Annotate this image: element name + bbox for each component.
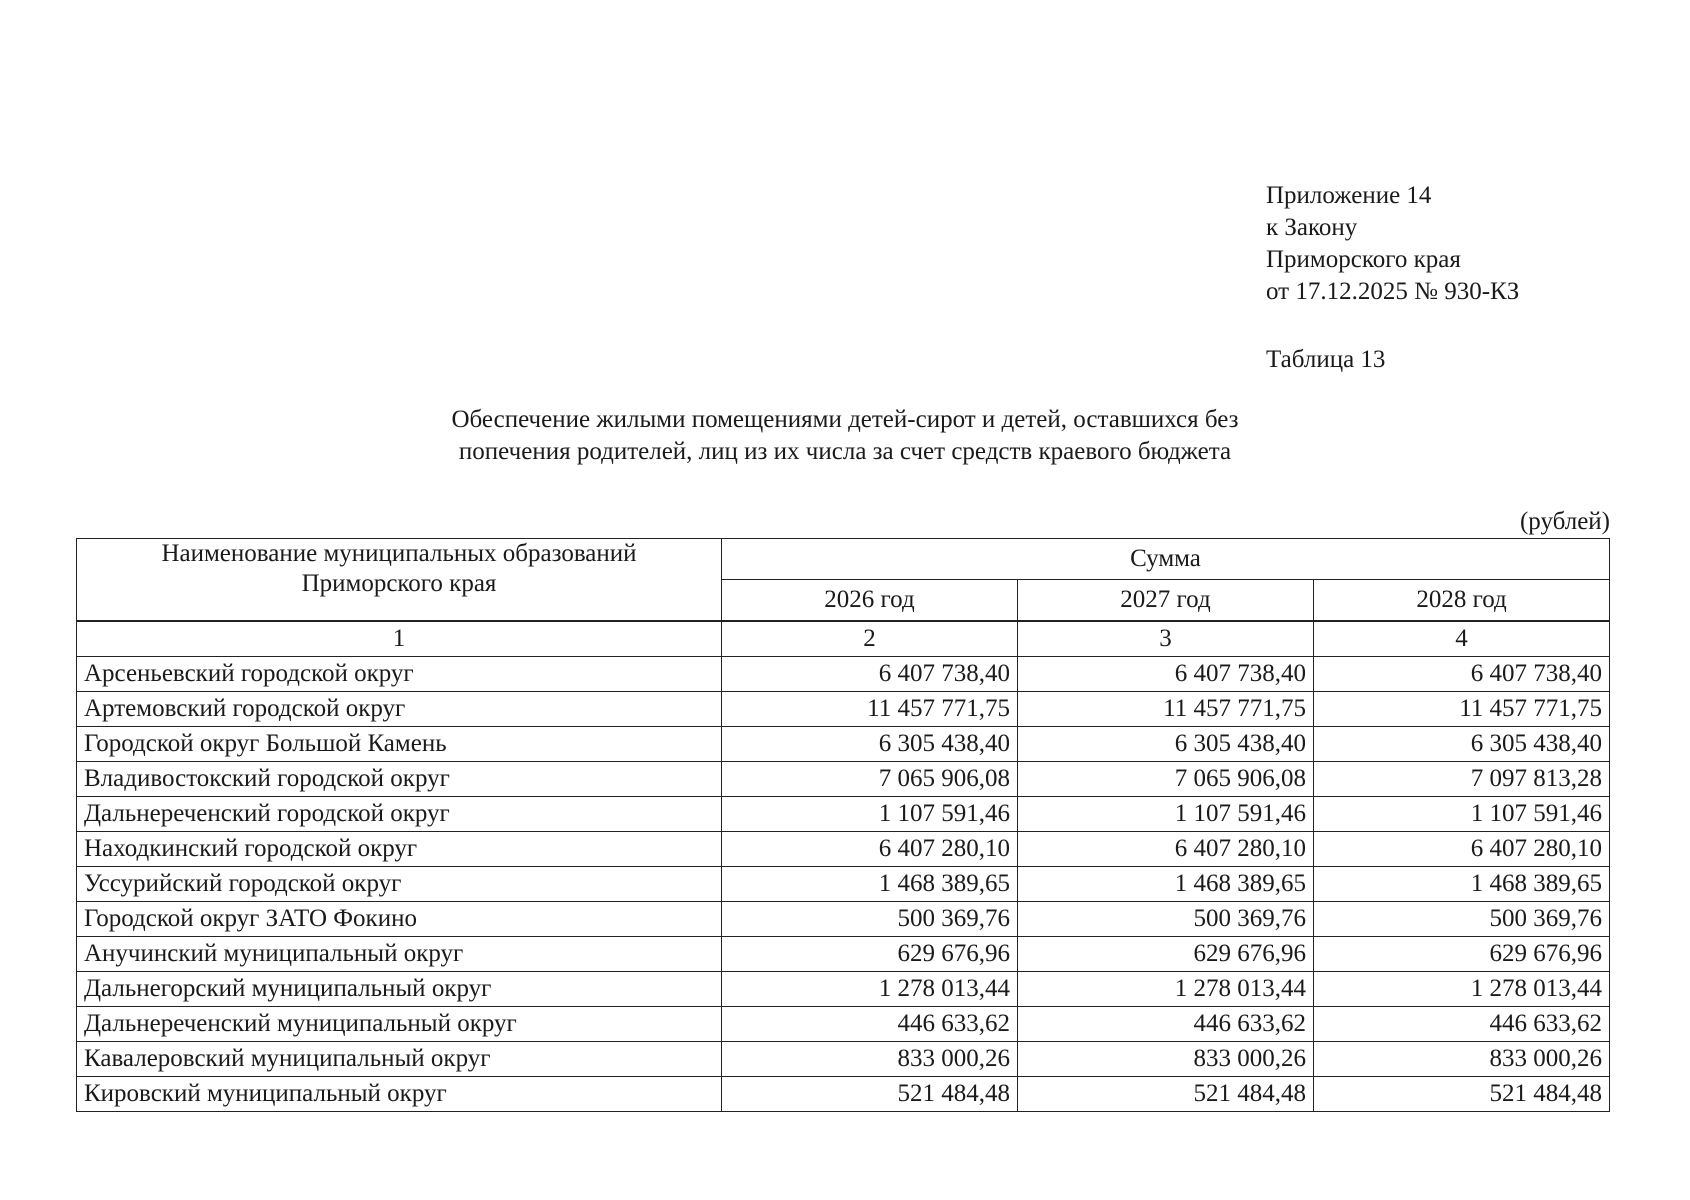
municipality-name-cell: Находкинский городской округ <box>77 832 722 867</box>
column-header-name <box>77 539 722 622</box>
column-number: 3 <box>1018 621 1314 657</box>
annex-line: к Закону <box>1266 214 1358 241</box>
amount-2028-cell: 6 407 280,10 <box>1314 832 1610 867</box>
column-header-year: 2028 год <box>1314 580 1610 622</box>
column-header-name-line: Приморского края <box>301 570 497 597</box>
column-number: 1 <box>77 621 722 657</box>
table-row <box>77 937 1610 972</box>
municipality-name-cell: Городской округ Большой Камень <box>77 727 722 762</box>
amount-2026-cell: 6 305 438,40 <box>722 727 1018 762</box>
amount-2027-cell: 1 278 013,44 <box>1018 972 1314 1007</box>
amount-2027-cell: 446 633,62 <box>1018 1007 1314 1042</box>
table-row <box>77 972 1610 1007</box>
amount-2028-cell: 446 633,62 <box>1314 1007 1610 1042</box>
amount-2026-cell: 7 065 906,08 <box>722 762 1018 797</box>
amount-2028-cell: 1 278 013,44 <box>1314 972 1610 1007</box>
amount-2028-cell: 1 468 389,65 <box>1314 867 1610 902</box>
amount-2028-cell: 6 305 438,40 <box>1314 727 1610 762</box>
amount-2027-cell: 6 407 280,10 <box>1018 832 1314 867</box>
amount-2027-cell: 500 369,76 <box>1018 902 1314 937</box>
municipality-name-cell: Дальнереченский городской округ <box>77 797 722 832</box>
table-row <box>77 762 1610 797</box>
amount-2027-cell: 11 457 771,75 <box>1018 692 1314 727</box>
amount-2026-cell: 6 407 738,40 <box>722 657 1018 692</box>
municipality-name-cell: Артемовский городской округ <box>77 692 722 727</box>
allocation-table <box>76 538 1610 1112</box>
amount-2027-cell: 833 000,26 <box>1018 1042 1314 1077</box>
amount-2028-cell: 500 369,76 <box>1314 902 1610 937</box>
document-title <box>300 404 1390 468</box>
amount-2026-cell: 521 484,48 <box>722 1077 1018 1112</box>
column-number-row <box>77 621 1610 657</box>
amount-2028-cell: 629 676,96 <box>1314 937 1610 972</box>
table-row <box>77 692 1610 727</box>
amount-2026-cell: 1 278 013,44 <box>722 972 1018 1007</box>
amount-2028-cell: 6 407 738,40 <box>1314 657 1610 692</box>
annex-line: Приложение 14 <box>1266 182 1432 209</box>
amount-2028-cell: 521 484,48 <box>1314 1077 1610 1112</box>
municipality-name-cell: Арсеньевский городской округ <box>77 657 722 692</box>
amount-2028-cell: 11 457 771,75 <box>1314 692 1610 727</box>
amount-2027-cell: 7 065 906,08 <box>1018 762 1314 797</box>
title-line: Обеспечение жилыми помещениями детей-сирот и детей, оставшихся без <box>451 406 1239 433</box>
amount-2028-cell: 833 000,26 <box>1314 1042 1610 1077</box>
table-row <box>77 867 1610 902</box>
municipality-name-cell: Кавалеровский муниципальный округ <box>77 1042 722 1077</box>
table-row <box>77 657 1610 692</box>
municipality-name-cell: Владивостокский городской округ <box>77 762 722 797</box>
column-header-name-line: Наименование муниципальных образований <box>161 540 637 567</box>
municipality-name-cell: Кировский муниципальный округ <box>77 1077 722 1112</box>
amount-2027-cell: 1 107 591,46 <box>1018 797 1314 832</box>
column-header-year: 2026 год <box>722 580 1018 622</box>
column-number: 4 <box>1314 621 1610 657</box>
amount-2026-cell: 1 107 591,46 <box>722 797 1018 832</box>
amount-2026-cell: 500 369,76 <box>722 902 1018 937</box>
table-row <box>77 832 1610 867</box>
amount-2026-cell: 446 633,62 <box>722 1007 1018 1042</box>
municipality-name-cell: Анучинский муниципальный округ <box>77 937 722 972</box>
municipality-name-cell: Дальнегорский муниципальный округ <box>77 972 722 1007</box>
title-line: попечения родителей, лиц из их числа за счет средств краевого бюджета <box>458 438 1232 465</box>
amount-2026-cell: 11 457 771,75 <box>722 692 1018 727</box>
amount-2028-cell: 1 107 591,46 <box>1314 797 1610 832</box>
amount-2027-cell: 6 305 438,40 <box>1018 727 1314 762</box>
annex-line: от 17.12.2025 № 930-КЗ <box>1266 278 1520 305</box>
annex-block <box>1266 180 1519 308</box>
municipality-name-cell: Городской округ ЗАТО Фокино <box>77 902 722 937</box>
amount-2027-cell: 629 676,96 <box>1018 937 1314 972</box>
amount-2026-cell: 1 468 389,65 <box>722 867 1018 902</box>
amount-2026-cell: 6 407 280,10 <box>722 832 1018 867</box>
table-row <box>77 797 1610 832</box>
municipality-name-cell: Дальнереченский муниципальный округ <box>77 1007 722 1042</box>
municipality-name-cell: Уссурийский городской округ <box>77 867 722 902</box>
column-number: 2 <box>722 621 1018 657</box>
column-header-year: 2027 год <box>1018 580 1314 622</box>
units-label: (рублей) <box>1519 508 1610 535</box>
table-row <box>77 727 1610 762</box>
column-header-sum: Сумма <box>722 539 1610 580</box>
amount-2026-cell: 629 676,96 <box>722 937 1018 972</box>
amount-2027-cell: 521 484,48 <box>1018 1077 1314 1112</box>
amount-2026-cell: 833 000,26 <box>722 1042 1018 1077</box>
amount-2028-cell: 7 097 813,28 <box>1314 762 1610 797</box>
table-row <box>77 1077 1610 1112</box>
amount-2027-cell: 1 468 389,65 <box>1018 867 1314 902</box>
table-row <box>77 1007 1610 1042</box>
table-row <box>77 902 1610 937</box>
table-row <box>77 1042 1610 1077</box>
table-label: Таблица 13 <box>1266 346 1386 373</box>
amount-2027-cell: 6 407 738,40 <box>1018 657 1314 692</box>
annex-line: Приморского края <box>1266 246 1461 273</box>
